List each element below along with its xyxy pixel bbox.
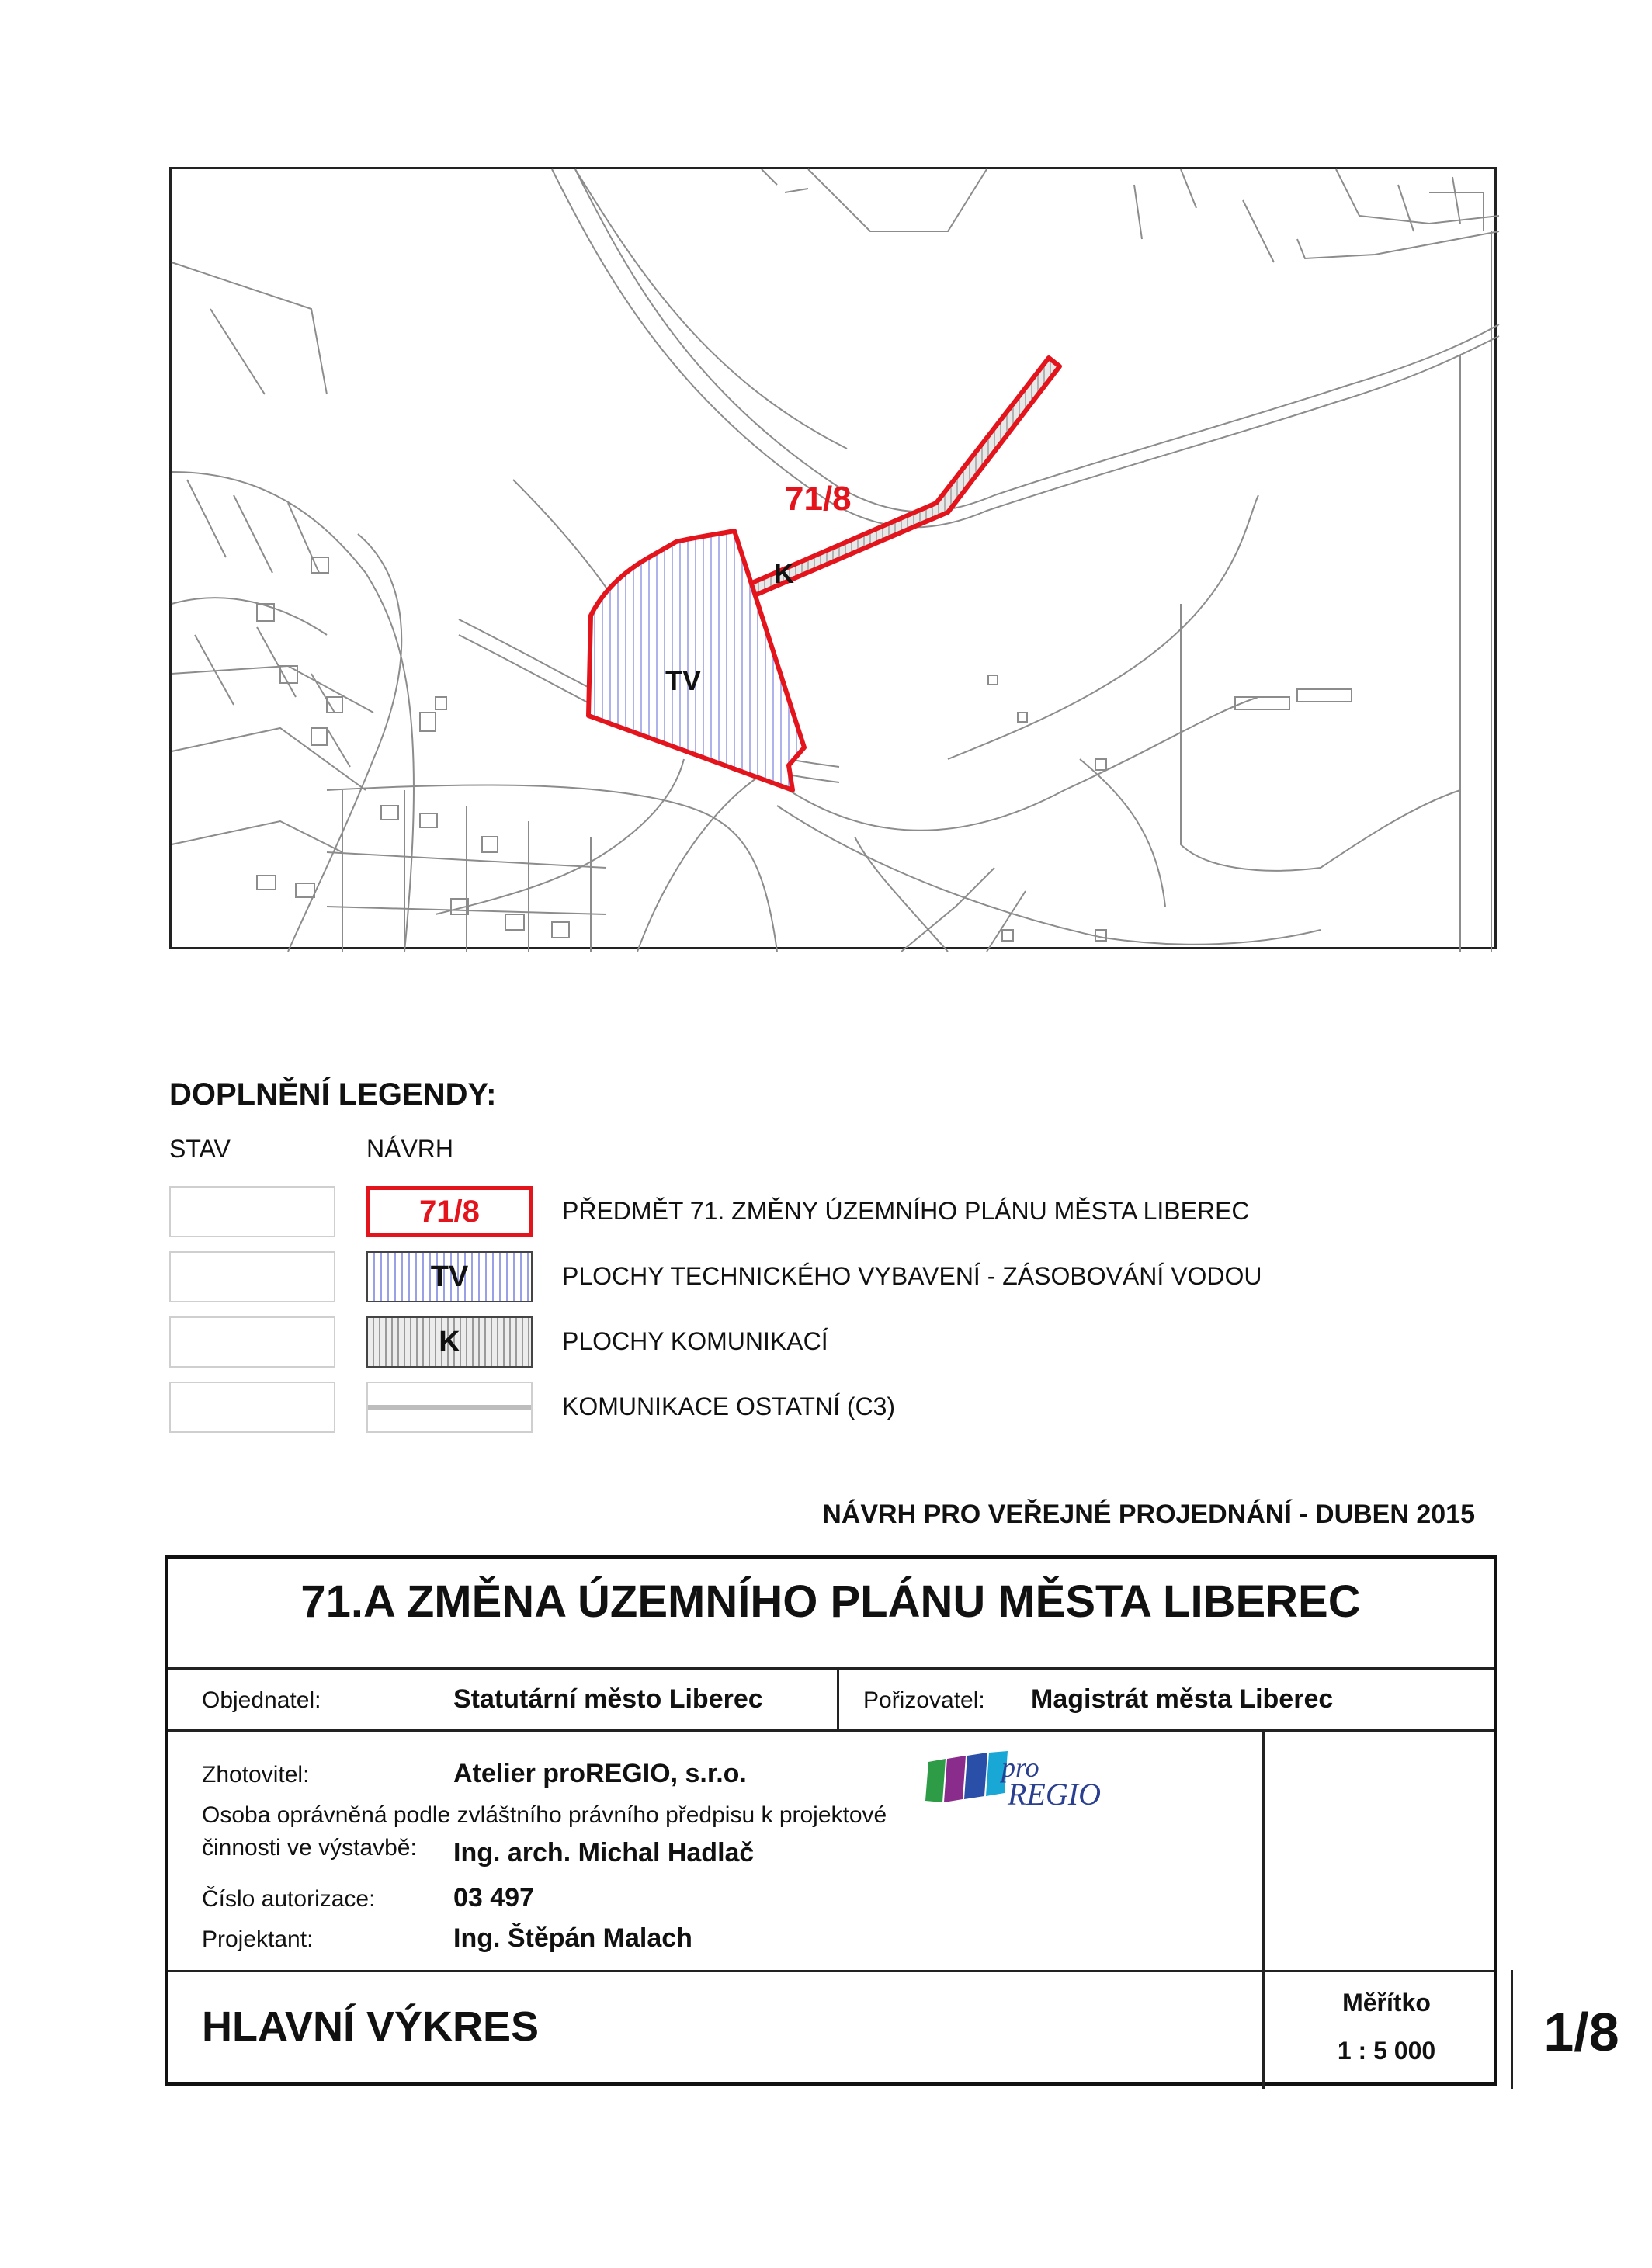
scale-label: Měřítko: [1342, 1989, 1431, 2017]
legend-road-line: [368, 1405, 531, 1410]
legend-symbol-k-text: K: [439, 1325, 460, 1358]
zhotovitel-label: Zhotovitel:: [202, 1762, 310, 1788]
legend-stav-box-2: [169, 1251, 335, 1302]
scale-value: 1 : 5 000: [1337, 2037, 1436, 2065]
sheet-number: 1/8: [1543, 2002, 1619, 2062]
legend-text-road: KOMUNIKACE OSTATNÍ (C3): [562, 1392, 896, 1420]
porizovatel-label: Pořizovatel:: [863, 1687, 985, 1713]
map-label-tv: TV: [665, 664, 702, 696]
objednatel-label: Objednatel:: [202, 1687, 321, 1713]
map-label-k: K: [774, 557, 794, 589]
legend-symbol-change: [366, 1186, 533, 1237]
legend-title: DOPLNĚNÍ LEGENDY:: [169, 1077, 497, 1111]
scale-divider: [1262, 1970, 1265, 2089]
logo-area-divider: [1262, 1729, 1265, 1970]
legend-symbol-k: [366, 1316, 533, 1368]
map-label-change-id: 71/8: [785, 480, 852, 518]
legend-symbol-tv-text: TV: [430, 1260, 469, 1293]
legend-symbol-change-text: 71/8: [419, 1194, 480, 1229]
legend-symbol-road: [366, 1382, 533, 1433]
project-title: 71.A ZMĚNA ÚZEMNÍHO PLÁNU MĚSTA LIBEREC: [300, 1576, 1361, 1627]
osoba-value: Ing. arch. Michal Hadlač: [453, 1838, 755, 1867]
legend-text-change: PŘEDMĚT 71. ZMĚNY ÚZEMNÍHO PLÁNU MĚSTA LIBEREC: [562, 1197, 1250, 1225]
credits-divider: [168, 1970, 1494, 1972]
zhotovitel-value: Atelier proREGIO, s.r.o.: [453, 1759, 747, 1788]
legend-symbol-tv: [366, 1251, 533, 1302]
legend-stav-box-3: [169, 1316, 335, 1368]
status-line: NÁVRH PRO VEŘEJNÉ PROJEDNÁNÍ - DUBEN 2015: [822, 1500, 1475, 1529]
legend-text-k: PLOCHY KOMUNIKACÍ: [562, 1327, 828, 1355]
drawing-name: HLAVNÍ VÝKRES: [202, 2003, 540, 2050]
legend-col-stav: STAV: [169, 1135, 231, 1163]
legend-col-navrh: NÁVRH: [366, 1135, 454, 1163]
autorizace-value: 03 497: [453, 1883, 534, 1913]
projektant-label: Projektant:: [202, 1926, 314, 1952]
client-divider: [837, 1667, 839, 1729]
map-frame: [169, 167, 1497, 949]
title-block: [165, 1555, 1619, 2086]
projektant-value: Ing. Štěpán Malach: [453, 1923, 692, 1953]
osoba-label-line2: činnosti ve výstavbě:: [202, 1835, 417, 1861]
tv-area: [588, 531, 804, 790]
porizovatel-value: Magistrát města Liberec: [1031, 1684, 1334, 1714]
proregio-logo: [925, 1751, 1104, 1813]
client-row-divider: [168, 1729, 1494, 1732]
logo-text-regio: REGIO: [1008, 1777, 1101, 1812]
legend-stav-box-1: [169, 1186, 335, 1237]
base-map: [172, 169, 1499, 952]
autorizace-label: Číslo autorizace:: [202, 1886, 376, 1912]
legend-text-tv: PLOCHY TECHNICKÉHO VYBAVENÍ - ZÁSOBOVÁNÍ VODOU: [562, 1262, 1262, 1290]
legend-stav-box-4: [169, 1382, 335, 1433]
logo-text-pro: pro: [1001, 1752, 1039, 1783]
title-divider: [168, 1667, 1494, 1670]
objednatel-value: Statutární město Liberec: [453, 1684, 763, 1714]
proregio-logo-mark: [925, 1751, 1011, 1805]
osoba-label-line1: Osoba oprávněná podle zvláštního právního předpisu k projektové: [202, 1802, 887, 1828]
